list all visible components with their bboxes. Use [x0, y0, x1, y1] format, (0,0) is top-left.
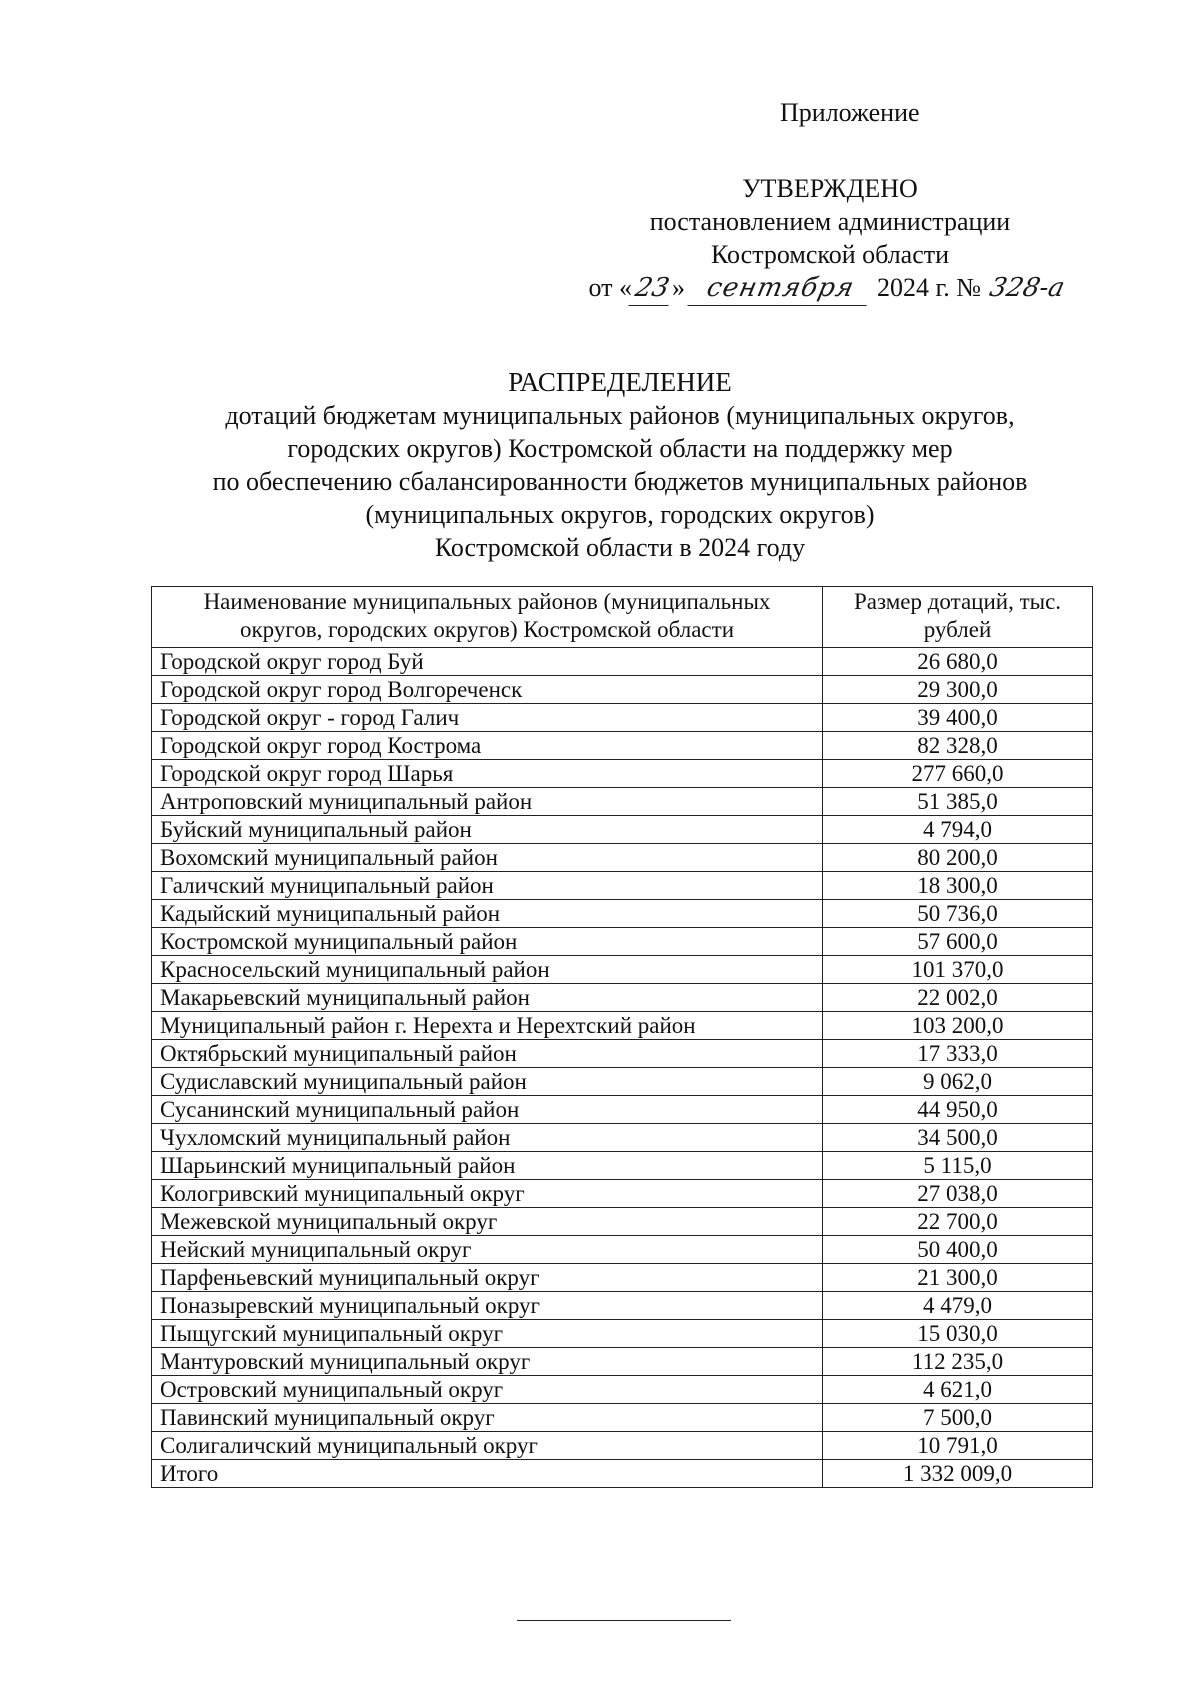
subsidy-amount: 5 115,0 [823, 1152, 1093, 1180]
municipality-name: Парфеньевский муниципальный округ [152, 1264, 823, 1292]
subsidy-amount: 18 300,0 [823, 872, 1093, 900]
subsidy-amount: 112 235,0 [823, 1348, 1093, 1376]
subsidy-amount: 4 621,0 [823, 1376, 1093, 1404]
subsidy-amount: 29 300,0 [823, 676, 1093, 704]
approval-block [560, 172, 1100, 306]
title-line-4: (муниципальных округов, городских округов) [365, 500, 875, 529]
municipality-name: Мантуровский муниципальный округ [152, 1348, 823, 1376]
municipality-name: Городской округ город Буй [152, 648, 823, 676]
table-row [152, 1348, 1093, 1376]
table-row [152, 1404, 1093, 1432]
table-row [152, 1320, 1093, 1348]
table-header-row [152, 587, 1093, 648]
municipality-name: Галичский муниципальный район [152, 872, 823, 900]
document-title [120, 366, 1120, 564]
subsidy-amount: 4 794,0 [823, 816, 1093, 844]
table-row [152, 1376, 1093, 1404]
subsidy-amount: 51 385,0 [823, 788, 1093, 816]
table-row [152, 704, 1093, 732]
table-row [152, 928, 1093, 956]
header-amount: Размер дотаций, тыс. рублей [823, 587, 1093, 648]
municipality-name: Чухломский муниципальный район [152, 1124, 823, 1152]
subsidy-amount: 21 300,0 [823, 1264, 1093, 1292]
subsidy-amount: 103 200,0 [823, 1012, 1093, 1040]
closing-rule [517, 1620, 731, 1621]
municipality-name: Межевской муниципальный округ [152, 1208, 823, 1236]
subsidy-amount: 50 400,0 [823, 1236, 1093, 1264]
municipality-name: Буйский муниципальный район [152, 816, 823, 844]
table-row [152, 1208, 1093, 1236]
table-row [152, 984, 1093, 1012]
municipality-name: Кологривский муниципальный округ [152, 1180, 823, 1208]
title-main: РАСПРЕДЕЛЕНИЕ [508, 367, 732, 397]
subsidy-amount: 10 791,0 [823, 1432, 1093, 1460]
subsidy-amount: 4 479,0 [823, 1292, 1093, 1320]
table-row [152, 900, 1093, 928]
municipality-name: Пыщугский муниципальный округ [152, 1320, 823, 1348]
header-name: Наименование муниципальных районов (муниципальных округов, городских округов) Костромской области [152, 587, 823, 648]
table-row [152, 1264, 1093, 1292]
subsidy-amount: 27 038,0 [823, 1180, 1093, 1208]
table-row [152, 872, 1093, 900]
table-row [152, 732, 1093, 760]
municipality-name: Судиславский муниципальный район [152, 1068, 823, 1096]
subsidy-amount: 44 950,0 [823, 1096, 1093, 1124]
subsidy-amount: 101 370,0 [823, 956, 1093, 984]
municipality-name: Нейский муниципальный округ [152, 1236, 823, 1264]
subsidy-amount: 57 600,0 [823, 928, 1093, 956]
title-line-1: дотаций бюджетам муниципальных районов (муниципальных округов, [225, 401, 1015, 430]
approved-by-line1: постановлением администрации [649, 207, 1011, 236]
subsidy-amount: 26 680,0 [823, 648, 1093, 676]
subsidy-amount: 22 002,0 [823, 984, 1093, 1012]
municipality-name: Городской округ - город Галич [152, 704, 823, 732]
subsidy-amount: 7 500,0 [823, 1404, 1093, 1432]
municipality-name: Антроповский муниципальный район [152, 788, 823, 816]
table-row [152, 1152, 1093, 1180]
table-row [152, 1236, 1093, 1264]
table-row [152, 1096, 1093, 1124]
handwritten-month: сентября [688, 272, 874, 306]
table-row [152, 676, 1093, 704]
municipality-name: Городской округ город Волгореченск [152, 676, 823, 704]
title-line-5: Костромской области в 2024 году [434, 533, 806, 562]
municipality-name: Красносельский муниципальный район [152, 956, 823, 984]
subsidy-amount: 17 333,0 [823, 1040, 1093, 1068]
appendix-label: Приложение [780, 98, 920, 127]
table-row [152, 760, 1093, 788]
approved-stamp: УТВЕРЖДЕНО [742, 174, 918, 203]
municipality-name: Костромской муниципальный район [152, 928, 823, 956]
subsidy-amount: 9 062,0 [823, 1068, 1093, 1096]
municipality-name: Шарьинский муниципальный район [152, 1152, 823, 1180]
municipality-name: Муниципальный район г. Нерехта и Нерехтский район [152, 1012, 823, 1040]
total-amount: 1 332 009,0 [823, 1460, 1093, 1488]
municipality-name: Октябрьский муниципальный район [152, 1040, 823, 1068]
subsidy-amount: 34 500,0 [823, 1124, 1093, 1152]
total-label: Итого [152, 1460, 823, 1488]
date-year: 2024 г. № [876, 273, 982, 302]
municipality-name: Городской округ город Шарья [152, 760, 823, 788]
table-row [152, 648, 1093, 676]
municipality-name: Сусанинский муниципальный район [152, 1096, 823, 1124]
total-row [152, 1460, 1093, 1488]
table-row [152, 816, 1093, 844]
title-line-2: городских округов) Костромской области на поддержку мер [287, 434, 953, 463]
table-body [152, 648, 1093, 1488]
table-row [152, 956, 1093, 984]
municipality-name: Вохомский муниципальный район [152, 844, 823, 872]
table-row [152, 844, 1093, 872]
table-row [152, 1432, 1093, 1460]
title-line-3: по обеспечению сбалансированности бюджетов муниципальных районов [212, 467, 1028, 496]
municipality-name: Макарьевский муниципальный район [152, 984, 823, 1012]
table-row [152, 1012, 1093, 1040]
subsidy-amount: 22 700,0 [823, 1208, 1093, 1236]
table-row [152, 1292, 1093, 1320]
table-row [152, 1180, 1093, 1208]
municipality-name: Павинский муниципальный округ [152, 1404, 823, 1432]
subsidy-amount: 80 200,0 [823, 844, 1093, 872]
table-row [152, 788, 1093, 816]
table-row [152, 1040, 1093, 1068]
municipality-name: Кадыйский муниципальный район [152, 900, 823, 928]
subsidy-amount: 277 660,0 [823, 760, 1093, 788]
subsidy-amount: 15 030,0 [823, 1320, 1093, 1348]
table-row [152, 1124, 1093, 1152]
table-row [152, 1068, 1093, 1096]
municipality-name: Островский муниципальный округ [152, 1376, 823, 1404]
subsidy-amount: 50 736,0 [823, 900, 1093, 928]
municipality-name: Солигаличский муниципальный округ [152, 1432, 823, 1460]
date-separator: » [671, 273, 685, 302]
distribution-table [151, 586, 1093, 1488]
date-prefix: от « [588, 273, 632, 302]
handwritten-day: 23 [628, 272, 675, 306]
approval-date-line [560, 271, 1100, 306]
subsidy-amount: 39 400,0 [823, 704, 1093, 732]
approved-by-line2: Костромской области [710, 240, 950, 269]
municipality-name: Городской округ город Кострома [152, 732, 823, 760]
subsidy-amount: 82 328,0 [823, 732, 1093, 760]
handwritten-doc-number: 328-а [986, 273, 1067, 303]
municipality-name: Поназыревский муниципальный округ [152, 1292, 823, 1320]
